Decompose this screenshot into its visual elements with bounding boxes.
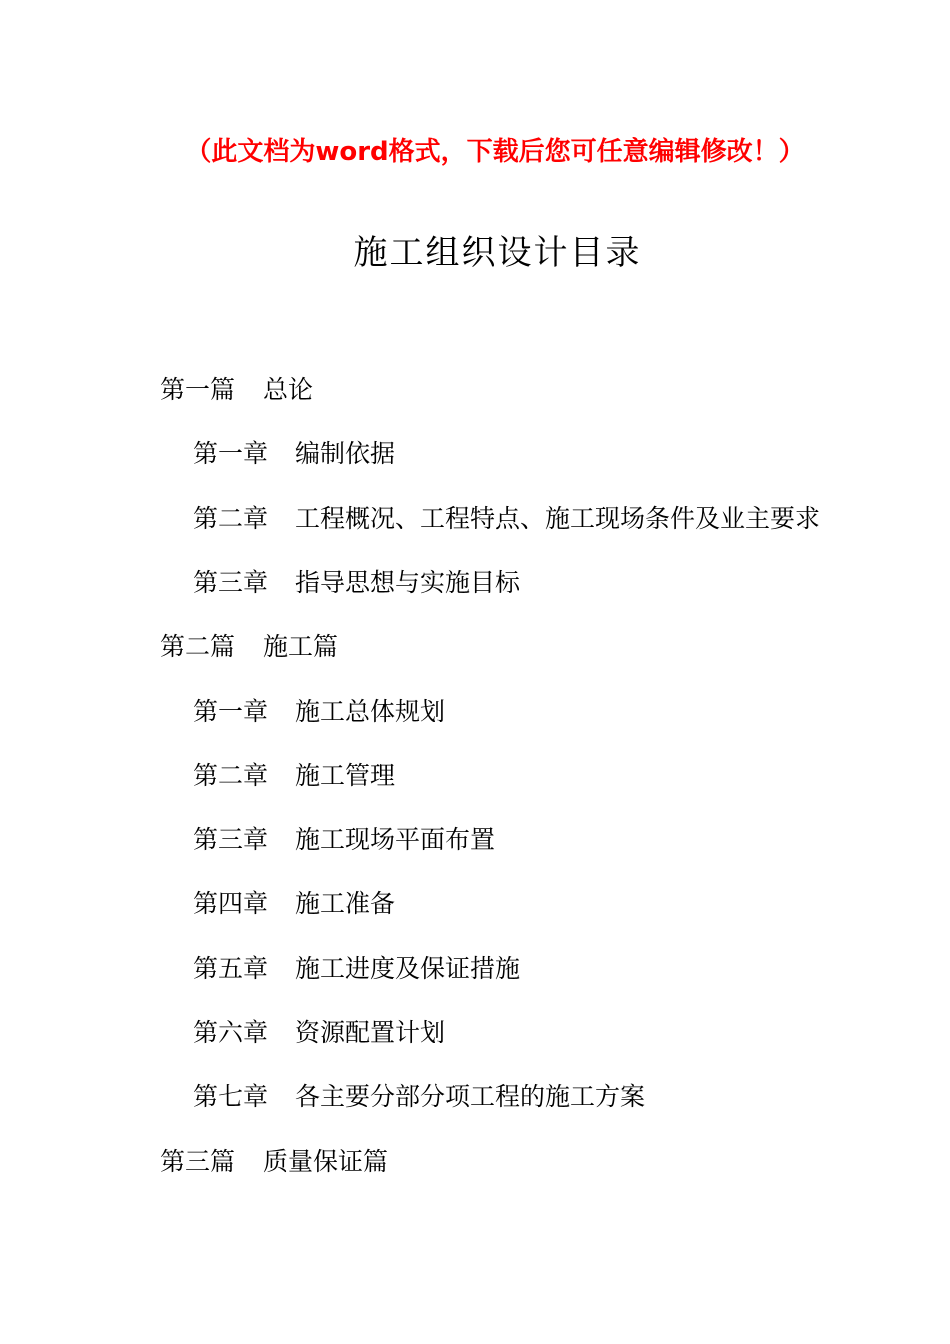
toc-entry	[160, 365, 313, 415]
toc-entry-title: 工程概况、工程特点、施工现场条件及业主要求	[295, 504, 821, 533]
toc-entry-number: 第一章	[193, 697, 269, 726]
toc-entry	[193, 687, 445, 737]
toc-entry-number: 第五章	[193, 954, 269, 983]
toc-entry-title: 施工现场平面布置	[295, 825, 496, 854]
toc-entry-title: 施工进度及保证措施	[295, 954, 521, 983]
toc-entry-number: 第二章	[193, 761, 269, 790]
toc-entry-number: 第二篇	[160, 632, 236, 661]
document-title: 施工组织设计目录	[353, 233, 642, 273]
toc-entry	[193, 751, 395, 801]
toc-entry-number: 第三章	[193, 568, 269, 597]
toc-entry	[193, 494, 820, 544]
edit-notice: （此文档为word格式，下载后您可任意编辑修改！）	[185, 137, 805, 167]
toc-entry	[193, 815, 495, 865]
toc-entry-number: 第一章	[193, 439, 269, 468]
toc-entry	[193, 944, 520, 994]
toc-entry-title: 施工准备	[295, 889, 396, 918]
toc-entry-title: 施工总体规划	[295, 697, 446, 726]
toc-entry-title: 总论	[263, 375, 314, 404]
toc-entry-number: 第三章	[193, 825, 269, 854]
toc-entry	[193, 1008, 445, 1058]
toc-entry-title: 施工篇	[263, 632, 339, 661]
toc-entry	[193, 558, 520, 608]
toc-entry-title: 各主要分部分项工程的施工方案	[295, 1082, 646, 1111]
toc-entry-number: 第二章	[193, 504, 269, 533]
toc-entry	[193, 429, 395, 479]
toc-entry	[193, 879, 395, 929]
toc-entry-title: 指导思想与实施目标	[295, 568, 521, 597]
toc-entry-title: 编制依据	[295, 439, 396, 468]
toc-entry	[160, 1137, 388, 1187]
toc-entry	[193, 1072, 645, 1122]
toc-entry-title: 施工管理	[295, 761, 396, 790]
toc-entry-title: 质量保证篇	[263, 1147, 389, 1176]
toc-entry-number: 第七章	[193, 1082, 269, 1111]
toc-entry-number: 第三篇	[160, 1147, 236, 1176]
toc-entry-number: 第四章	[193, 889, 269, 918]
toc-entry-number: 第一篇	[160, 375, 236, 404]
toc-entry-title: 资源配置计划	[295, 1018, 446, 1047]
toc-entry	[160, 622, 338, 672]
toc-entry-number: 第六章	[193, 1018, 269, 1047]
